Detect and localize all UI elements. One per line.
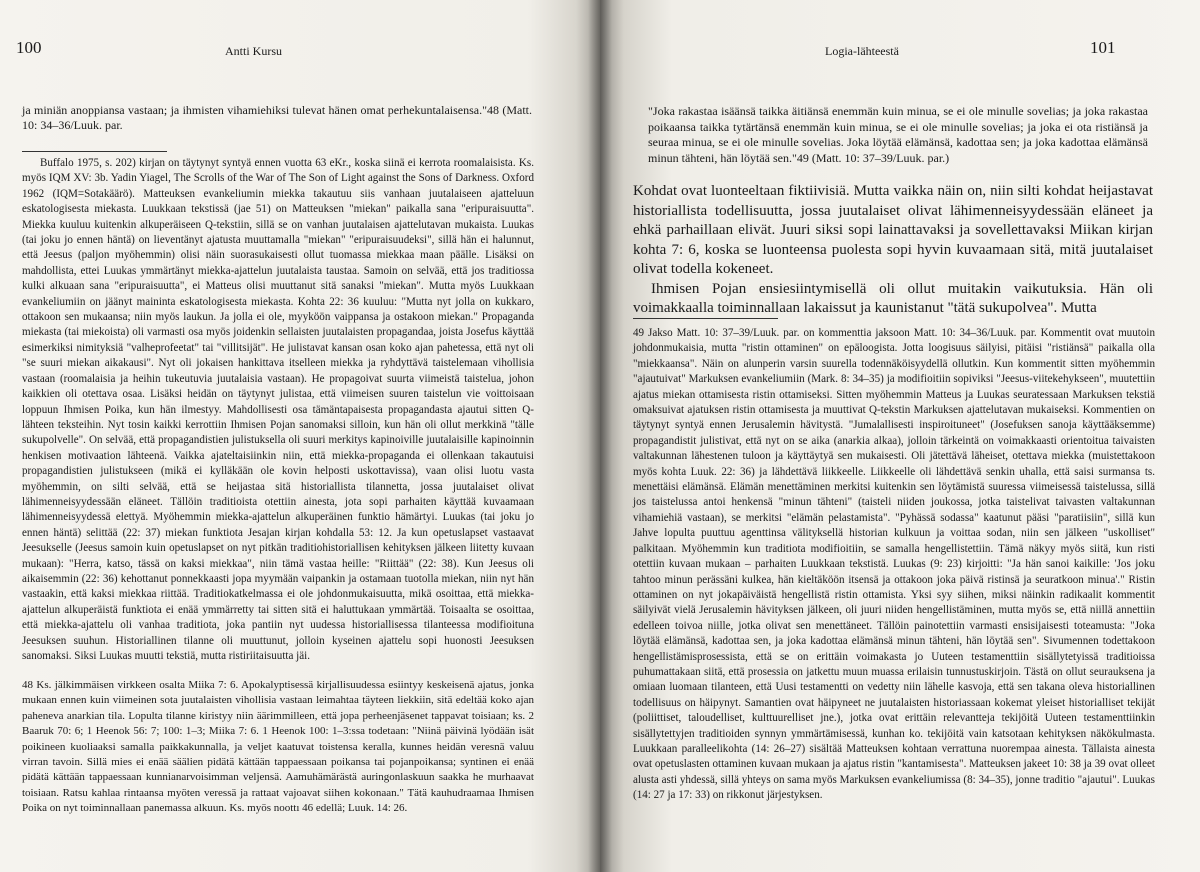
footnote-separator	[633, 318, 778, 319]
footnote-text: Buffalo 1975, s. 202) kirjan on täytynyt syntyä ennen vuotta 63 eKr., koska siinä ei kerrota roomalaisista. Ks. myös IQM XV: 3b. Yadin Yiagel, The Scrolls of the War of The Son of Light against the Sons of Darkness. Oxford 1962 (IQM=Sotakäärö). Matteuksen evankeliumin miekka takautuu siis vanhaan juutalaiseen ajatteluun eskatologisesta miekasta. Luukkaan tekstissä (jae 51) on Matteuksen "miekan" paikalla sana "eripuraisuutta". Miekka kuuluu kuitenkin alkuperäiseen Q-tekstiin, sillä se on vanhan juutalaisen ajattelutavan mukaista. Luukas (tai joku jo ennen häntä) on lieventänyt ajatusta muuttamalla "miekan" "eripuraisuudeksi", sillä hän ei halunnut, että Jeesus (paljon myöhemmin) olisi näin suorasukaisesti ollut tuomassa miekkaa maan päälle. Lisäksi on mahdollista, ettei Luukas ymmärtänyt miekka-ajattelun juutalaista taustaa. Samoin on selvää, että jos traditiossa kulki alkuaan sana "eripuraisuutta", ei Matteus olisi muuttanut sitä sanaksi "miekan". Mutta myös Luukkaan evankeliumiin on jäänyt maininta eskatologisesta miekasta. Kohta 22: 36 kuuluu: "Mutta nyt jolla on kukkaro, ottakoon sen mukaansa; niin myös laukun. Ja jolla ei ole, myyköön vaippansa ja ostakoon miekan." Propaganda miekasta (tai miekoista) oli varmasti osa myös joidenkin sellaisten juutalaisten propagandaa, joista Josefus käyttää esimerkiksi nimityksiä "valheprofeetat" tai "villitsijät". He julistavat kansan osan koko ajan pahetessa, että nyt oli "se suuri miekan aikakausi". Nyt oli jokaisen hankittava itselleen miekka ja ryhdyttävä taistelemaan vihollisia vastaan (roomalaisia ja heihin tukeutuvia juutalaisia vastaan). He propagoivat suurta viimeistä taistelua, johon kaikkien oli otettava osaa. Lisäksi heidän on täytynyt julistaa, että viimeisen suuren taistelun vie voittoisaan loppuun Ihmisen Poika, kun hän ilmestyy. Mahdollisesti osa tämäntapaisesta propagandasta ajautui sitten Q-lähteen teksteihin. Nyt tosin kaikki kerrottiin Ihmisen Pojan sanomaksi silloin, kun hän oli ollut merkkinä "tälle sukupolvelle". On selvää, että propagandistien julistuksella oli suuri merkitys kapinoiville juutalaisille kapinoinnin henkisen motivaation lähteenä. Vaikka ajateltaisiinkin niin, että miekka-propaganda ei ollenkaan takautuisi propagandistien julistukseen (mikä ei kylläkään ole kovin helposti uskottavissa), vaan olisi luotu vasta myöhemmin, on silti selvää, että se heijastaa sitä historiallista tilannetta, jossa juutalaiset olivat lähimenneisyydessään eläneet. Tällöin traditioista otettiin ainesta, jota sopi parhaiten käyttää kuvaamaan lähimenneisyydessä elettyä. Myöhemmin miekka-ajattelun alkuperäinen funktio hämärtyi. Luukas (tai joku jo ennen häntä) selittää (22: 37) miekan funktiota Jesajan kirjan kohdalla 53: 12. Ja kun opetuslapset vastaavat Jeesukselle (Jeesus samoin kuin opetuslapset on nyt pitkän traditiohistoriallisen kehityksen jälkeen liitetty kuvaan mukaan): "Herra, katso, tässä on kaksi miekkaa", niin tämä vastaa heille: "Riittää" (22: 38). Kun Jeesus oli aikaisemmin (22: 36) kehottanut ponnekkaasti jopa myymään vaipankin ja ostamaan tuotolla miekan, niin nyt hän vastaakin, että kaksi miekkaa riittää. Traditiokatkelmassa ei ole johdonmukaisuutta, mikä osoittaa, että miekka-ajattelun alkuperäistä funktiota ei enää ymmärretty tai sitten sitä ei haluttukaan ymmärtää. Toisaalta se osoittaa, että miekka-ajattelu oli vanhaa traditiota, joka pantiin nyt uudessa historiallisessa tilanteessa modifioituna Jeesuksen suuhun. Historiallinen tilanne oli muuttunut, jolloin kyseinen ajattelu sopi huonosti Jeesuksen sanomaksi. Siksi Luukas muutti tekstiä, mutta ristiriitaisuutta jäi.	[22, 157, 534, 662]
main-text	[22, 103, 532, 133]
page-number: 100	[16, 38, 42, 57]
footnote-separator	[22, 151, 167, 152]
main-text	[633, 182, 1153, 319]
right-page	[600, 0, 1200, 872]
footnote-continued	[22, 156, 534, 664]
footnote-text: 48 Ks. jälkimmäisen virkkeen osalta Miika 7: 6. Apokalyptisessä kirjallisuudessa esiintyy keskeisenä ajatus, jonka mukaan ennen kuin viimeinen sota juutalaisten vihollisia vastaan leimahtaa täyteen liekkiin, sitä edeltää koko ajan paheneva anarkian tila. Lopulta tilanne kiristyy niin äärimmilleen, että jopa perheenjäsenet tappavat toisiaan; ks. 2 Baaruk 70: 6; 1 Heenok 56: 7; 100: 1–3; Miika 7: 6. 1 Heenok 100: 1–3:ssa todetaan: "Niinä päivinä lyödään isät poikineen kuoliaaksi samalla paikkakunnalla, ja veljet kaatuvat toistensa keralla, kunnes heidän veresnä valuu virran tavoin. Sillä mies ei enää säälien pidätä kättään tappaessaan poikansa tai pojanpoikansa; syntinen ei enää pidätä kättään tappaessaan kunnianarvoisimman veljensä. Aamuhämärästä auringonlaskuun saakka he murhaavat toisiaan. Ratsu kahlaa rintaansa myöten veressä ja rattaat vajoavat siihen kokonaan." Tätä kauhudraamaa Ihmisen Poika on nyt toiminnallaan panemassa alkuun. Ks. myös noottı 46 edellä; Luuk. 14: 26.	[22, 679, 534, 815]
footnote-48	[22, 678, 534, 817]
paragraph: Kohdat ovat luonteeltaan fiktiivisiä. Mutta vaikka näin on, niin silti kohdat heijastavat historiallista todellisuutta, jossa juutalaiset olivat lähimenneisyydessään eläneet ja ehkä parhaillaan elivät. Juuri siksi sopi lainattavaksi ja sovellettavaksi Miikan kirjan kohta 7: 6, koska se luonteensa puolesta sopi hyvin kuvaamaan sitä, mitä juutalaiset olivat todella kokeneet.	[633, 183, 1153, 277]
paragraph: Ihmisen Pojan ensiesiintymisellä oli ollut muitakin vaikutuksia. Hän oli voimakkaalla toiminnallaan lakaissut ja kaunistanut "tätä sukupolvea". Mutta	[633, 280, 1153, 316]
quote-text: "Joka rakastaa isäänsä taikka äitiänsä enemmän kuin minua, se ei ole minulle sovelias; ja joka rakastaa poikaansa taikka tytärtänsä enemmän kuin minua, se ei ole minulle sovelias; ja joka ei ota ristiänsä ja seuraa minua, se ei ole minulle sovelias. Joka löytää elämänsä, kadottaa sen; ja joka kadottaa elämänsä minun tähteni, hän löytää sen."49 (Matt. 10: 37–39/Luuk. par.)	[648, 104, 1148, 165]
running-head: Antti Kursu	[225, 44, 282, 58]
footnote-49	[633, 326, 1155, 804]
paragraph: ja miniän anoppiansa vastaan; ja ihmisten vihamiehiksi tulevat hänen omat perhekuntalaisensa."48 (Matt. 10: 34–36/Luuk. par.	[22, 103, 532, 132]
footnote-text: 49 Jakso Matt. 10: 37–39/Luuk. par. on kommenttia jaksoon Matt. 10: 34–36/Luuk. par. Kommentit ovat muutoin johdonmukaisia, mutta "ristin ottaminen" on epäloogista. Jotta loogisuus säilyisi, pitäisi "ristiänsä" paikalla olla "miekkaansa". Näin on alunperin varsin suurella todennäköisyydellä ollutkin. Kun kommentit sitten myöhemmin "ajautuivat" Markuksen evankeliumiin (Mark. 8: 34–35) ja modifioitiin sopiviksi "Jeesus-viitekehykseen", muutettiin ajatus miekan ottamisesta ristin ottamiseksi. Sitten myöhemmin Matteus ja Luukas seuratessaan Markuksen tekstiä omaksuivat ajatuksen ristin ottamisesta ja muuttivat Q-tekstin Markuksen ajattelutavan mukaiseksi. Kommentien on täytynyt syntyä ennen Jerusalemin hävitystä. "Jumalallisesti inspiroituneet" (Josefuksen sanoja käyttääksemme) propagandistit julistivat, että nyt on se aika (anarkia alkaa), jolloin tärkeintä on voimakkaasti orientoitua taivaisten valtakunnan lähestenen tuloon ja käyttäytyä sen mukaisesti. Oli jätettävä läheiset, otettava miekka (muistettakoon myös kohta Luuk. 22: 36) ja lähdettävä liikkeelle. Liikkeelle oli lähdettävä senkin uhalla, että saisi surmansa ts. menettäisi elämänsä. Elämän menettäminen merkitsi kuitenkin sen löytämistä suuressa viimeisessä taistelussa, sillä jos taistelussa antoi henkensä "minun tähteni" (taisteli niiden joukossa, jotka taistelivat taivasten valtakunnan vihamiehiä vastaan), se merkitsi "elämän pelastamista". "Pyhässä sodassa" kaatunut pääsi "paratiisiin", sillä kun Jahve lopulta puuttuu agenttinsa välityksellä historian kulkuun ja voittaa sodan, niin sen jälkeen "uskolliset" palkitaan. Myöhemmin kun traditiota modifioitiin, se samalla hengellistettiin. Tämä näkyy myös siitä, kun risti otettiin kuvaan mukaan – parhaiten Luukkaan tekstistä. Luukas (9: 23) kirjoitti: "Ja hän sanoi kaikille: 'Jos joku tahtoo minun perässäni kulkea, hän kieltäköön itsensä ja ottakoon joka päivä ristinsä ja seuratkoon minua'." Ristin ottaminen on nyt jokapäiväistä hengellistä ristin ottamista. Yksi syy siihen, miksi näinkin radikaalit kommentit säilyivät vielä Jerusalemin hävityksen jälkeen, oli juuri niiden hengellistäminen, mutta myös se, että niillä annettiin edelleen toivoa niille, jotka olivat sen menettäneet. Tällöin painotettiin varmasti ensisijaisesti toteamusta: "Joka löytää elämänsä, kadottaa sen, ja joka kadottaa elämänsä minun tähteni, hän löytää sen". Sivumennen todettakoon hengellistämisprosessista, että se on erittäin voimakasta jo Uuteen testamenttiin sisällytetyissä traditioissa puhumattakaan siitä, että prosessia on jatkettu muun muassa erilaisin tunnustuskirjoin. Tästä on ollut seurauksena ja omiaan luomaan tilanteen, että Uusi testamentti on vedetty niin lähelle kasvoja, että sen takana oleva historiallinen todellisuus on häipynyt. Samantien ovat häipyneet ne juutalaisten historiassaan kokemat yleiset historialliset tekijät (poliittiset, taloudelliset, kulttuurelliset jne.), jotka ovat erittäin relevantteja tekijöitä Uuteen testamenttiinkin sisällytettyjen traditioiden synnyn ymmärtämisessä, kunhan ko. tekijöitä vain katsotaan kehityksen näkökulmasta. Luukkaan paralleelikohta (14: 26–27) sisältää Matteuksen kohtaan verrattuna nuorempaa ainesta. Tällaista ainesta ovat opetuslasten ottaminen kuvaan mukaan ja ajatus ristin "kantamisesta". Matteuksen jakeet 10: 38 ja 39 ovat olleet alusta asti yhdessä, sillä yhteys on sama myös Markuksen evankeliumissa (8: 34–35), jonne traditio "ajautui". Luukas (14: 27 ja 17: 33) on rikkonut järjestyksen.	[633, 327, 1155, 802]
page-number: 101	[1090, 38, 1116, 57]
running-head: Logia-lähteestä	[825, 44, 899, 58]
block-quote	[648, 104, 1148, 166]
